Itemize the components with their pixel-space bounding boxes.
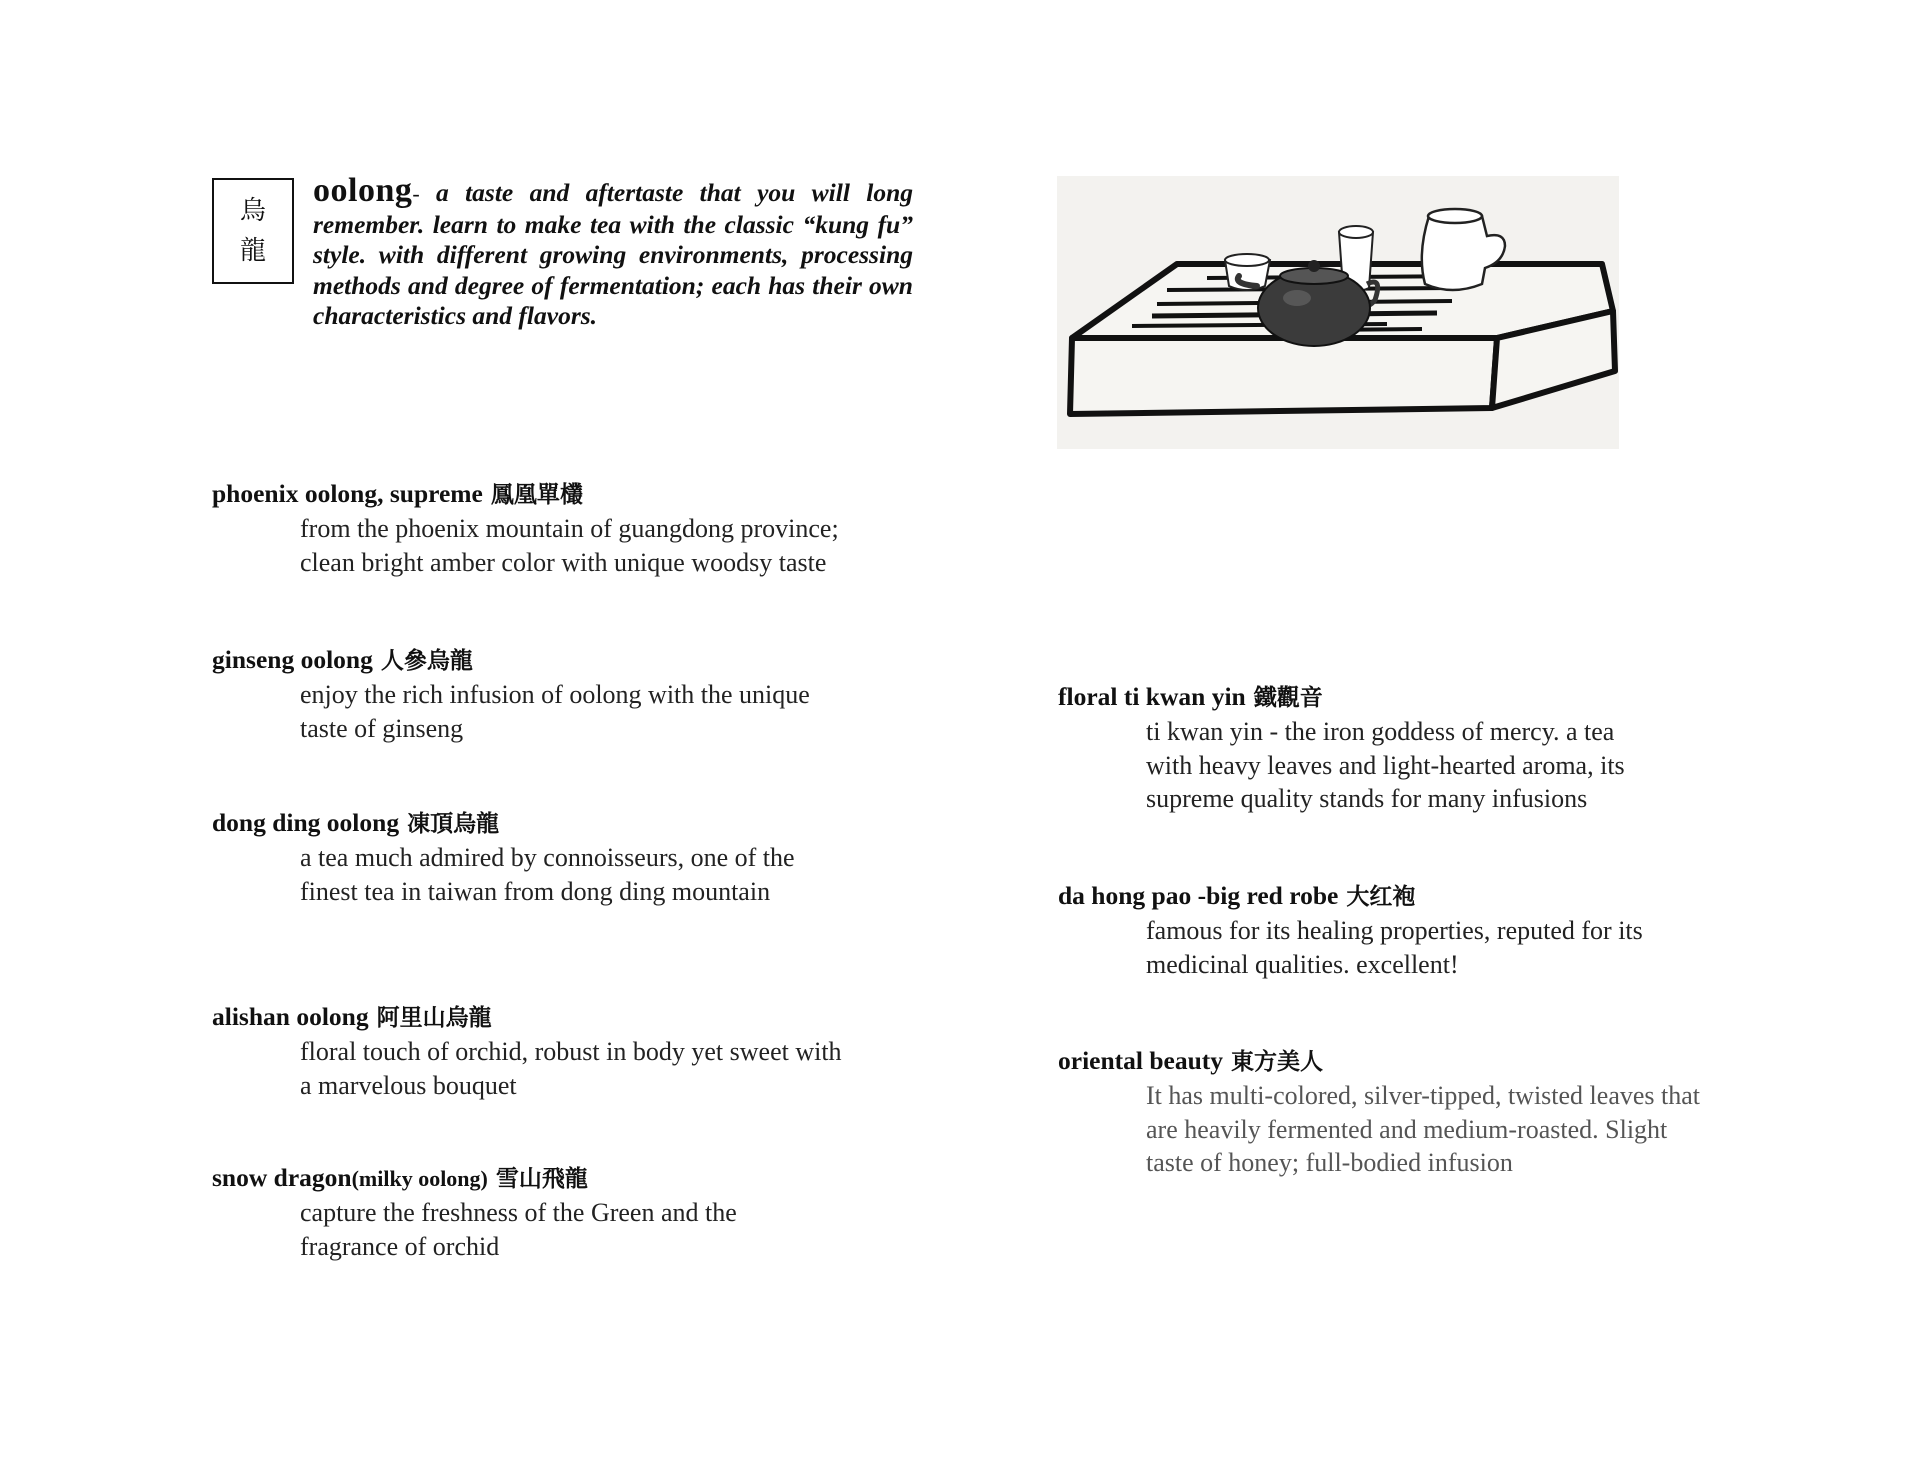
tea-description [212, 512, 932, 579]
tea-item-oriental-beauty [1058, 1044, 1818, 1180]
tea-item-da-hong-pao [1058, 879, 1818, 981]
tea-description-line: ti kwan yin - the iron goddess of mercy. a tea [1146, 717, 1615, 746]
tea-description-line: enjoy the rich infusion of oolong with the unique [300, 680, 810, 709]
tea-description-line: from the phoenix mountain of guangdong province; [300, 514, 839, 543]
tea-chinese-name: 凍頂烏龍 [407, 811, 500, 837]
oolong-char-1: 烏 [239, 196, 266, 226]
tea-description-line: supreme quality stands for many infusions [1146, 784, 1588, 813]
heading-dash: - [412, 181, 420, 206]
tea-description-line: a marvelous bouquet [300, 1070, 517, 1100]
tea-description-line: capture the freshness of the Green and the [300, 1198, 737, 1227]
tea-tray-drawing [1057, 176, 1619, 449]
tea-name: dong ding oolong [212, 808, 400, 837]
tea-chinese-name: 阿里山烏龍 [376, 1005, 492, 1031]
tea-description-line: medicinal qualities. excellent! [1146, 949, 1459, 979]
tea-item-phoenix-oolong [212, 477, 932, 579]
tea-chinese-name: 雪山飛龍 [495, 1166, 588, 1192]
tea-description-line: floral touch of orchid, robust in body yet sweet with [300, 1037, 842, 1066]
oolong-heading-word: oolong [313, 172, 413, 209]
tea-item-snow-dragon [212, 1161, 932, 1263]
oolong-char-2: 龍 [239, 236, 266, 266]
tea-name-note: (milky oolong) [351, 1166, 488, 1191]
tea-description [212, 841, 932, 908]
tea-name: floral ti kwan yin [1058, 682, 1246, 711]
tea-description-line: taste of honey; full-bodied infusion [1146, 1148, 1513, 1177]
tea-tray-illustration [1057, 176, 1619, 449]
tea-item-floral-ti-kwan-yin [1058, 680, 1818, 816]
tea-title [1058, 680, 1818, 715]
tea-name: alishan oolong [212, 1002, 369, 1031]
tea-name: oriental beauty [1058, 1046, 1224, 1075]
tea-item-alishan-oolong [212, 1000, 932, 1102]
tea-title [212, 806, 932, 841]
tea-description-line: clean bright amber color with unique woodsy taste [300, 547, 827, 577]
tea-description [212, 678, 932, 745]
tea-description-line: are heavily fermented and medium-roasted. Slight [1146, 1114, 1668, 1144]
tea-name: phoenix oolong, supreme [212, 479, 483, 508]
tea-name: ginseng oolong [212, 645, 373, 674]
tea-description-line: It has multi-colored, silver-tipped, twisted leaves that [1146, 1081, 1700, 1110]
tea-description-line: famous for its healing properties, reputed for its [1146, 916, 1643, 945]
tea-title [212, 477, 932, 512]
oolong-tagline: a taste and aftertaste that you will long remember. learn to make tea with the classic “kung fu” style. with different growing environments, processing methods and degree of fermentation; each has their own characteristics and flavors. [313, 178, 913, 330]
tea-description-line: a tea much admired by connoisseurs, one of the [300, 843, 795, 872]
tea-title [212, 1000, 932, 1035]
tea-description [212, 1035, 932, 1102]
tea-description [1058, 715, 1818, 816]
tea-item-ginseng-oolong [212, 643, 932, 745]
tea-description [1058, 1079, 1818, 1180]
oolong-intro [313, 172, 913, 332]
oolong-characters-box [212, 178, 294, 284]
tea-title [1058, 879, 1818, 914]
tea-title [212, 643, 932, 678]
tea-item-dong-ding-oolong [212, 806, 932, 908]
tea-description-line: with heavy leaves and light-hearted aroma, its [1146, 750, 1625, 780]
tea-chinese-name: 鳳凰單欉 [490, 482, 583, 508]
tea-description-line: finest tea in taiwan from dong ding mountain [300, 876, 771, 906]
tea-title [1058, 1044, 1818, 1079]
tea-chinese-name: 東方美人 [1231, 1049, 1324, 1075]
tea-description [212, 1196, 932, 1263]
tea-description-line: fragrance of orchid [300, 1231, 500, 1261]
tea-name: snow dragon [212, 1163, 352, 1192]
tea-chinese-name: 大红袍 [1346, 884, 1416, 910]
tea-name: da hong pao -big red robe [1058, 881, 1339, 910]
tea-title [212, 1161, 932, 1196]
tea-description [1058, 914, 1818, 981]
tea-chinese-name: 人參烏龍 [380, 648, 473, 674]
tea-chinese-name: 鐵觀音 [1253, 685, 1323, 711]
tea-description-line: taste of ginseng [300, 713, 464, 743]
